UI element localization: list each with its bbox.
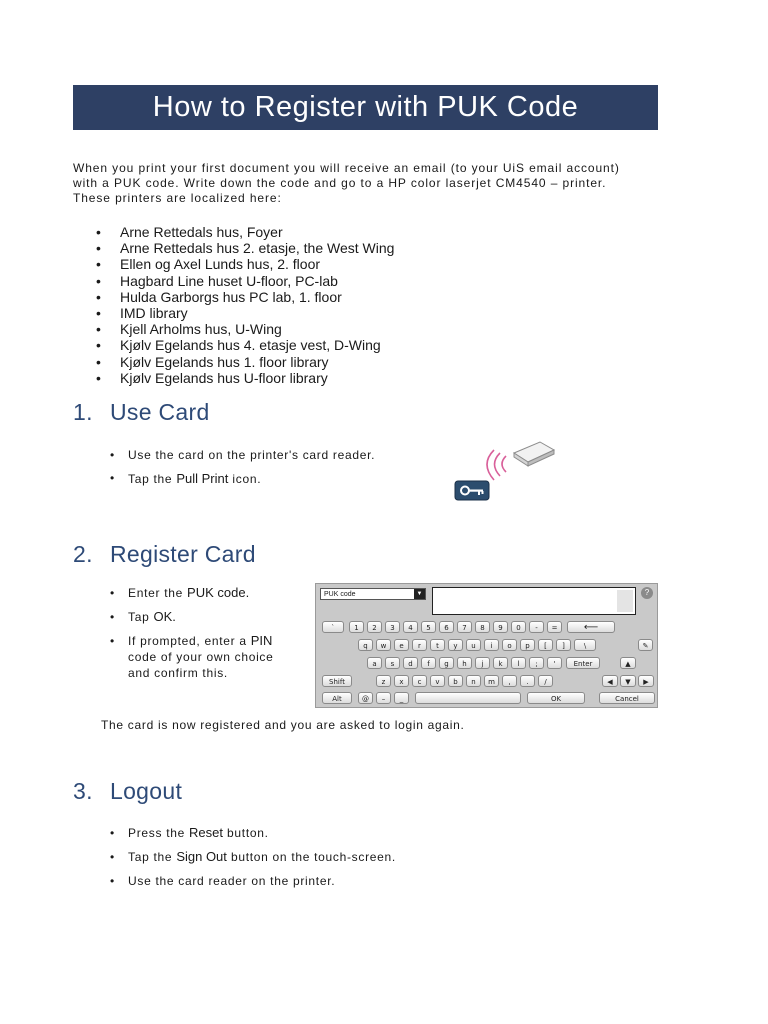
backspace-key[interactable] xyxy=(567,621,615,633)
list-item: • Kjølv Egelands hus 1. floor library xyxy=(96,354,394,370)
list-item xyxy=(110,609,274,625)
section-heading-use-card xyxy=(73,399,210,426)
step-highlight: Reset xyxy=(189,825,223,840)
section-number: 2. xyxy=(73,541,93,567)
field-scrollbar[interactable] xyxy=(617,590,633,612)
section-number: 1. xyxy=(73,399,93,425)
step-text: button. xyxy=(223,826,269,840)
key[interactable]: 0 xyxy=(511,621,526,633)
arrow-right-key[interactable] xyxy=(638,675,654,687)
list-item xyxy=(110,585,274,601)
key[interactable]: n xyxy=(466,675,481,687)
arrow-right-icon: ▶ xyxy=(643,678,649,686)
key[interactable]: . xyxy=(520,675,535,687)
printer-location-list xyxy=(96,224,394,386)
step-text: Tap xyxy=(128,610,154,624)
section-number: 3. xyxy=(73,778,93,804)
key[interactable]: y xyxy=(448,639,463,651)
page-title: How to Register with PUK Code xyxy=(73,85,658,130)
list-item: • Use the card reader on the printer. xyxy=(110,869,396,893)
backspace-icon: ⟵ xyxy=(583,622,599,633)
arrow-left-key[interactable] xyxy=(602,675,618,687)
key[interactable]: e xyxy=(394,639,409,651)
arrow-down-icon: ▼ xyxy=(625,678,631,686)
step-highlight: OK. xyxy=(153,609,176,624)
help-icon[interactable]: ? xyxy=(641,587,653,599)
at-key[interactable]: @ xyxy=(358,692,373,704)
list-item: • IMD library xyxy=(96,305,394,321)
step-text: Enter the xyxy=(128,586,188,600)
key[interactable]: r xyxy=(412,639,427,651)
key[interactable]: d xyxy=(403,657,418,669)
key[interactable]: k xyxy=(493,657,508,669)
key[interactable]: z xyxy=(376,675,391,687)
list-item: • Use the card on the printer's card reader. xyxy=(110,444,375,467)
step-text: Press the xyxy=(128,826,190,840)
section-title: Register Card xyxy=(110,541,256,567)
key[interactable]: u xyxy=(466,639,481,651)
key[interactable]: 8 xyxy=(475,621,490,633)
alt-key[interactable]: Alt xyxy=(322,692,352,704)
list-item: • Hulda Garborgs hus PC lab, 1. floor xyxy=(96,289,394,305)
key[interactable]: 7 xyxy=(457,621,472,633)
key[interactable]: c xyxy=(412,675,427,687)
enter-key[interactable]: Enter xyxy=(566,657,600,669)
key[interactable]: g xyxy=(439,657,454,669)
key[interactable]: / xyxy=(538,675,553,687)
key[interactable]: 4 xyxy=(403,621,418,633)
signal-waves-icon xyxy=(487,450,506,480)
key[interactable]: t xyxy=(430,639,445,651)
arrow-up-key[interactable] xyxy=(620,657,636,669)
chevron-down-icon: ▼ xyxy=(414,589,425,599)
step-highlight: Sign Out xyxy=(176,849,227,864)
step-line: and confirm this. xyxy=(128,666,228,680)
list-item: • Arne Rettedals hus 2. etasje, the West Wing xyxy=(96,240,394,256)
pencil-icon: ✎ xyxy=(642,642,649,650)
key[interactable]: - xyxy=(529,621,544,633)
key[interactable]: = xyxy=(547,621,562,633)
key[interactable]: 2 xyxy=(367,621,382,633)
use-card-steps xyxy=(110,444,375,491)
key[interactable]: h xyxy=(457,657,472,669)
list-item: • Ellen og Axel Lunds hus, 2. floor xyxy=(96,256,394,272)
key[interactable]: v xyxy=(430,675,445,687)
logout-steps xyxy=(110,821,396,893)
ok-button[interactable]: OK xyxy=(527,692,585,704)
intro-paragraph xyxy=(73,161,673,206)
list-item: • Kjell Arholms hus, U-Wing xyxy=(96,321,394,337)
list-item xyxy=(110,845,396,869)
key[interactable]: b xyxy=(448,675,463,687)
key[interactable]: j xyxy=(475,657,490,669)
register-card-steps xyxy=(110,585,274,681)
section-heading-logout xyxy=(73,778,182,805)
list-item xyxy=(110,467,375,491)
step-highlight: Pull Print xyxy=(176,471,229,486)
input-type-dropdown[interactable] xyxy=(320,588,426,600)
cancel-button[interactable]: Cancel xyxy=(599,692,655,704)
step-text: Tap the xyxy=(128,850,177,864)
edit-key[interactable] xyxy=(638,639,653,651)
key[interactable]: s xyxy=(385,657,400,669)
step-text: Tap the xyxy=(128,472,177,486)
key[interactable]: w xyxy=(376,639,391,651)
intro-line: with a PUK code. Write down the code and go to a HP color laserjet CM4540 – printer. xyxy=(73,176,607,190)
key[interactable]: i xyxy=(484,639,499,651)
step-line xyxy=(128,633,274,649)
key[interactable]: l xyxy=(511,657,526,669)
key[interactable]: 6 xyxy=(439,621,454,633)
pull-print-key-icon[interactable] xyxy=(455,481,489,500)
key[interactable]: [ xyxy=(538,639,553,651)
card-icon xyxy=(514,442,554,466)
list-item: • Hagbard Line huset U-floor, PC-lab xyxy=(96,273,394,289)
key[interactable]: ] xyxy=(556,639,571,651)
key[interactable]: 3 xyxy=(385,621,400,633)
step-highlight: PIN xyxy=(250,633,273,648)
space-key[interactable] xyxy=(415,692,521,704)
intro-line: When you print your first document you will receive an email (to your UiS email account) xyxy=(73,161,620,175)
key[interactable]: f xyxy=(421,657,436,669)
key[interactable]: ` xyxy=(322,621,344,633)
key[interactable]: x xyxy=(394,675,409,687)
step-highlight: PUK code. xyxy=(187,585,250,600)
step-text: button on the touch-screen. xyxy=(226,850,396,864)
section-heading-register-card xyxy=(73,541,256,568)
intro-line: These printers are localized here: xyxy=(73,191,282,205)
key[interactable]: , xyxy=(502,675,517,687)
card-reader-illustration xyxy=(452,436,562,504)
list-item xyxy=(110,821,396,845)
key[interactable]: p xyxy=(520,639,535,651)
section-title: Use Card xyxy=(110,399,210,425)
key[interactable]: ' xyxy=(547,657,562,669)
key[interactable]: m xyxy=(484,675,499,687)
key[interactable]: 5 xyxy=(421,621,436,633)
key[interactable]: q xyxy=(358,639,373,651)
step-text: If prompted, enter a xyxy=(128,634,251,648)
touchscreen-keyboard xyxy=(315,583,658,708)
key[interactable]: a xyxy=(367,657,382,669)
key[interactable]: ; xyxy=(529,657,544,669)
list-item: • Kjølv Egelands hus 4. etasje vest, D-Wing xyxy=(96,337,394,353)
key[interactable]: _ xyxy=(394,692,409,704)
section-title: Logout xyxy=(110,778,183,804)
key[interactable]: 9 xyxy=(493,621,508,633)
key[interactable]: 1 xyxy=(349,621,364,633)
step-text: icon. xyxy=(228,472,262,486)
puk-code-input[interactable] xyxy=(432,587,636,615)
step-line: code of your own choice xyxy=(128,650,274,664)
list-item: • Arne Rettedals hus, Foyer xyxy=(96,224,394,240)
key[interactable]: o xyxy=(502,639,517,651)
list-item xyxy=(110,633,274,681)
shift-key[interactable]: Shift xyxy=(322,675,352,687)
registered-note: The card is now registered and you are asked to login again. xyxy=(101,718,465,732)
dropdown-value: PUK code xyxy=(324,591,356,598)
key[interactable]: – xyxy=(376,692,391,704)
arrow-up-icon: ▲ xyxy=(625,660,631,668)
list-item: • Kjølv Egelands hus U-floor library xyxy=(96,370,394,386)
arrow-down-key[interactable] xyxy=(620,675,636,687)
arrow-left-icon: ◀ xyxy=(607,678,613,686)
key[interactable]: \ xyxy=(574,639,596,651)
